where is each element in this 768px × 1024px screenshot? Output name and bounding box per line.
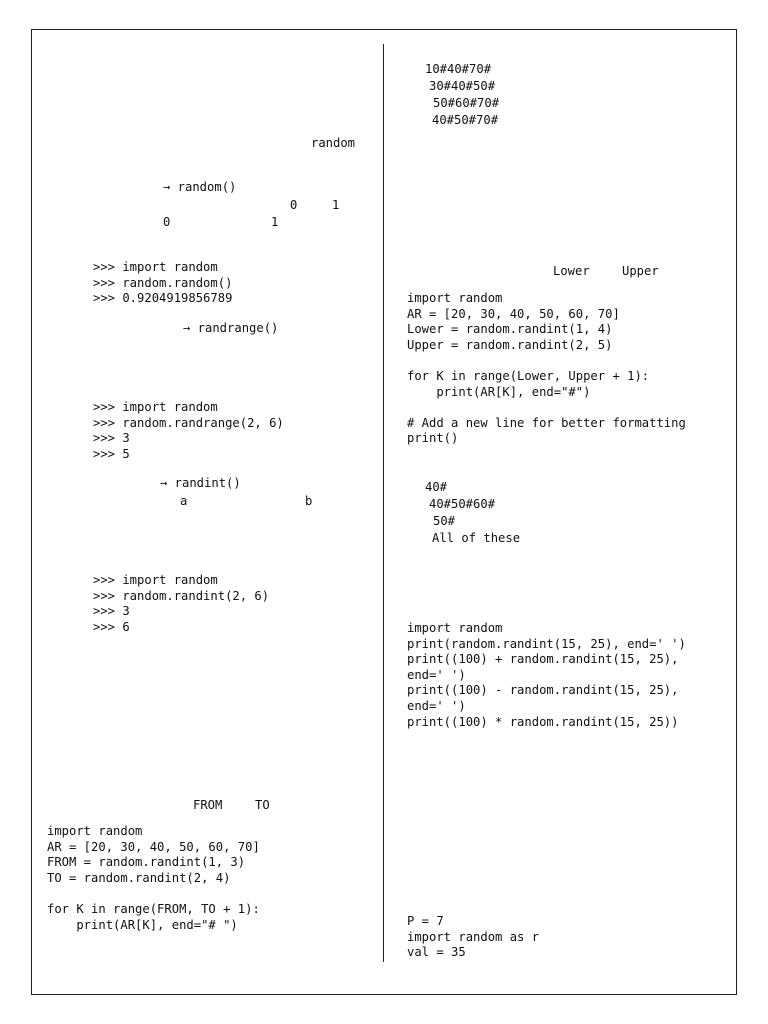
code-line: >>> 5 [93, 446, 130, 461]
code-line: print((100) - random.randint(15, 25), [407, 683, 679, 698]
code-line: >>> random.randrange(2, 6) [93, 415, 284, 430]
code-line: for K in range(FROM, TO + 1): [47, 901, 260, 916]
code-line: >>> 0.9204919856789 [93, 291, 233, 306]
option-list-1-item-b: 30#40#50# [429, 79, 496, 93]
heading-random: random [311, 136, 356, 150]
code-line: >>> 3 [93, 431, 130, 446]
code-line: print() [407, 431, 459, 446]
randrange-example-code [93, 400, 284, 462]
code-line: FROM = random.randint(1, 3) [47, 855, 246, 870]
code-line: Upper = random.randint(2, 5) [407, 337, 613, 352]
range-start-value: 0 [290, 198, 298, 212]
question-from-label: FROM [193, 798, 223, 812]
randrange-function-label: → randrange() [183, 321, 279, 335]
randint-example-code [93, 573, 269, 635]
option-list-2-item-d: All of these [432, 531, 521, 545]
question-upper-label: Upper [622, 264, 659, 278]
alias-import-code-block [407, 914, 539, 961]
code-line: import random [407, 291, 503, 305]
question-lower-label: Lower [553, 264, 590, 278]
code-line: end=' ') [407, 667, 466, 682]
code-line: P = 7 [407, 914, 444, 928]
code-line: >>> random.randint(2, 6) [93, 588, 270, 603]
from-to-code-block [47, 824, 260, 933]
randint-param-b: b [305, 494, 313, 508]
randint-function-label: → randint() [160, 476, 241, 490]
code-line: val = 35 [407, 945, 466, 960]
print-randint-code-block [407, 621, 686, 730]
lower-upper-code-block [407, 291, 686, 447]
code-line: >>> import random [93, 573, 218, 587]
code-line: print((100) * random.randint(15, 25)) [407, 714, 679, 729]
code-line: >>> import random [93, 260, 218, 274]
code-line: import random [47, 824, 143, 838]
code-line: import random as r [407, 929, 540, 944]
code-line: print(random.randint(15, 25), end=' ') [407, 636, 686, 651]
option-list-1-item-c: 50#60#70# [433, 96, 500, 110]
code-line: print((100) + random.randint(15, 25), [407, 652, 679, 667]
code-line: print(AR[K], end="#") [407, 384, 591, 399]
code-line: print(AR[K], end="# ") [47, 917, 238, 932]
code-line: >>> import random [93, 400, 218, 414]
code-line: end=' ') [407, 698, 466, 713]
code-line: for K in range(Lower, Upper + 1): [407, 368, 650, 383]
option-list-1-item-d: 40#50#70# [432, 113, 499, 127]
code-line: Lower = random.randint(1, 4) [407, 322, 613, 337]
code-line: TO = random.randint(2, 4) [47, 870, 231, 885]
code-line: # Add a new line for better formatting [407, 415, 686, 430]
option-list-2-item-a: 40# [425, 480, 448, 494]
range-end-value-2: 1 [271, 215, 279, 229]
randint-param-a: a [180, 494, 188, 508]
random-function-label: → random() [163, 180, 237, 194]
code-line: AR = [20, 30, 40, 50, 60, 70] [47, 839, 260, 854]
range-end-value: 1 [332, 198, 340, 212]
option-list-1-item-a: 10#40#70# [425, 62, 492, 76]
random-example-code [93, 260, 232, 307]
question-to-label: TO [255, 798, 270, 812]
option-list-2-item-b: 40#50#60# [429, 497, 496, 511]
code-line: import random [407, 621, 503, 635]
option-list-2-item-c: 50# [433, 514, 456, 528]
range-start-value-2: 0 [163, 215, 171, 229]
code-line: AR = [20, 30, 40, 50, 60, 70] [407, 306, 620, 321]
column-divider [383, 44, 384, 962]
code-line: >>> 3 [93, 604, 130, 619]
code-line: >>> 6 [93, 619, 130, 634]
code-line: >>> random.random() [93, 275, 233, 290]
